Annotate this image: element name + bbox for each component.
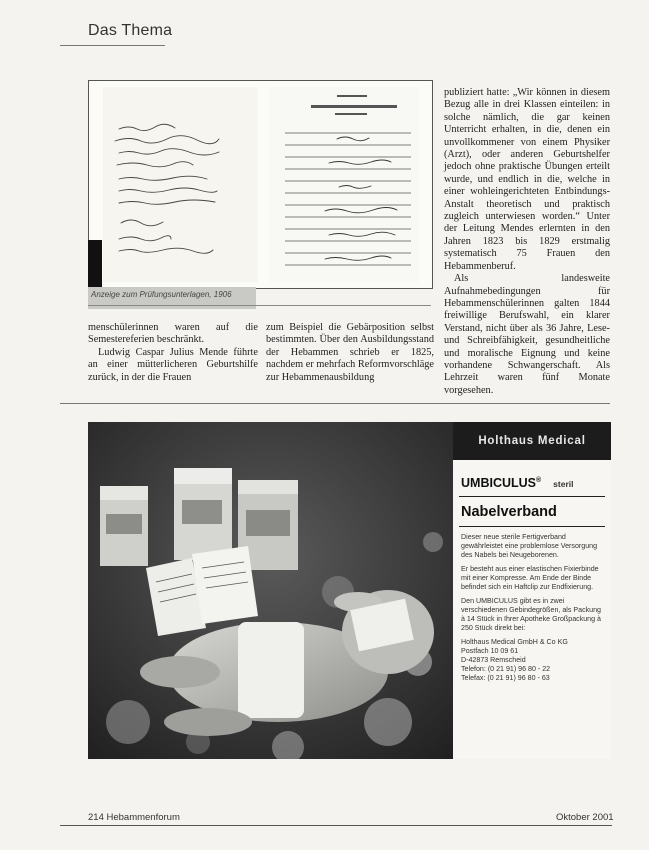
contact-fax: Telefax: (0 21 91) 96 80 - 63 (461, 674, 550, 682)
footer-publication: 214 Hebammenforum (88, 812, 180, 823)
caption-rule (88, 305, 431, 306)
product-title: Nabelverband (461, 504, 557, 520)
ad-text-panel (453, 422, 611, 759)
product-rule (459, 526, 605, 527)
article-paragraph: publiziert hatte: „Wir können in diesem Bezug alle in drei Klassen einteilen: in solche nämlich, die gar keinen Unterricht erhalten, in die, denen ein unvollkommener von einem Physiker (Arzt), oder anderen Geburtshelfer jedoch ohne praktische Übungen erteilt wurde, und endlich in die, welche in einer wohleingerichteten Entbindungs-Anstalt theoretisch und praktisch zugleich unterwiesen worden.“ Unter der Leitung Mendes erlernten in den Jahren 1823 bis 1829 erstmalig systematisch 75 Frauen den Hebammenberuf. (444, 87, 610, 272)
figure-accent-bar (88, 240, 102, 287)
ad-contact (461, 638, 604, 683)
article-column-3 (444, 87, 610, 397)
article-column-2 (266, 322, 434, 384)
ad-description (461, 533, 604, 633)
brand-name: Holthaus Medical (453, 422, 611, 460)
ad-paragraph: Den UMBICULUS gibt es in zwei verschiedenen Gebindegrößen, als Packung à 14 Stück in Ihrer Apotheke Großpackung à 250 Stück direkt bei: (461, 597, 601, 632)
product-line (461, 476, 611, 490)
product-rule (459, 496, 605, 497)
article-column-1 (88, 322, 258, 384)
figure-caption: Anzeige zum Prüfungsunterlagen, 1906 (91, 290, 232, 299)
baby-product-photo (88, 422, 453, 759)
ad-paragraph: Er besteht aus einer elastischen Fixierbinde mit einer Kompresse. Am Ende der Binde befindet sich ein Haftclip zur Endfixierung. (461, 565, 599, 591)
advertisement (88, 422, 611, 759)
historical-document-image (88, 80, 433, 289)
footer-date: Oktober 2001 (556, 812, 614, 823)
article-paragraph: Ludwig Caspar Julius Mende führte an einer mütterlicheren Geburtshilfe zurück, in der die Frauen (88, 346, 258, 383)
contact-company: Holthaus Medical GmbH & Co KG (461, 638, 568, 646)
contact-city: D-42873 Remscheid (461, 656, 526, 664)
contact-phone: Telefon: (0 21 91) 96 80 - 22 (461, 665, 551, 673)
footer-rule (60, 825, 612, 826)
product-name-text: UMBICULUS (461, 476, 536, 490)
section-divider (60, 403, 610, 404)
registered-mark: ® (536, 476, 542, 484)
product-name (461, 476, 541, 490)
ad-paragraph: Dieser neue sterile Fertigverband gewährleistet eine problemlose Versorgung des Nabels bei Neugeborenen. (461, 533, 598, 559)
article-paragraph: zum Beispiel die Gebärposition selbst bestimmten. Über den Ausbildungsstand der Hebammen schrieb er 1825, nachdem er mehrfach Reformvorschläge zur Hebammenausbildung (266, 322, 434, 383)
contact-pobox: Postfach 10 09 61 (461, 647, 519, 655)
header-rule (60, 45, 165, 46)
section-title: Das Thema (88, 22, 173, 39)
article-paragraph: Als landesweite Aufnahmebedingungen für Hebammenschülerinnen galten 1844 freiwillige Berufswahl, ein klarer Verstand, nicht über als 36 Jahre, Lese- und Schreibfähigkeit, gesundheitliche und moralische Eignung und keine vorhandene Schwangerschaft. Als Lehrzeit waren fünf Monate vorgesehen. (444, 273, 610, 396)
product-variant: steril (553, 479, 574, 489)
article-paragraph: menschülerinnen waren auf die Semestereferien beschränkt. (88, 322, 258, 346)
